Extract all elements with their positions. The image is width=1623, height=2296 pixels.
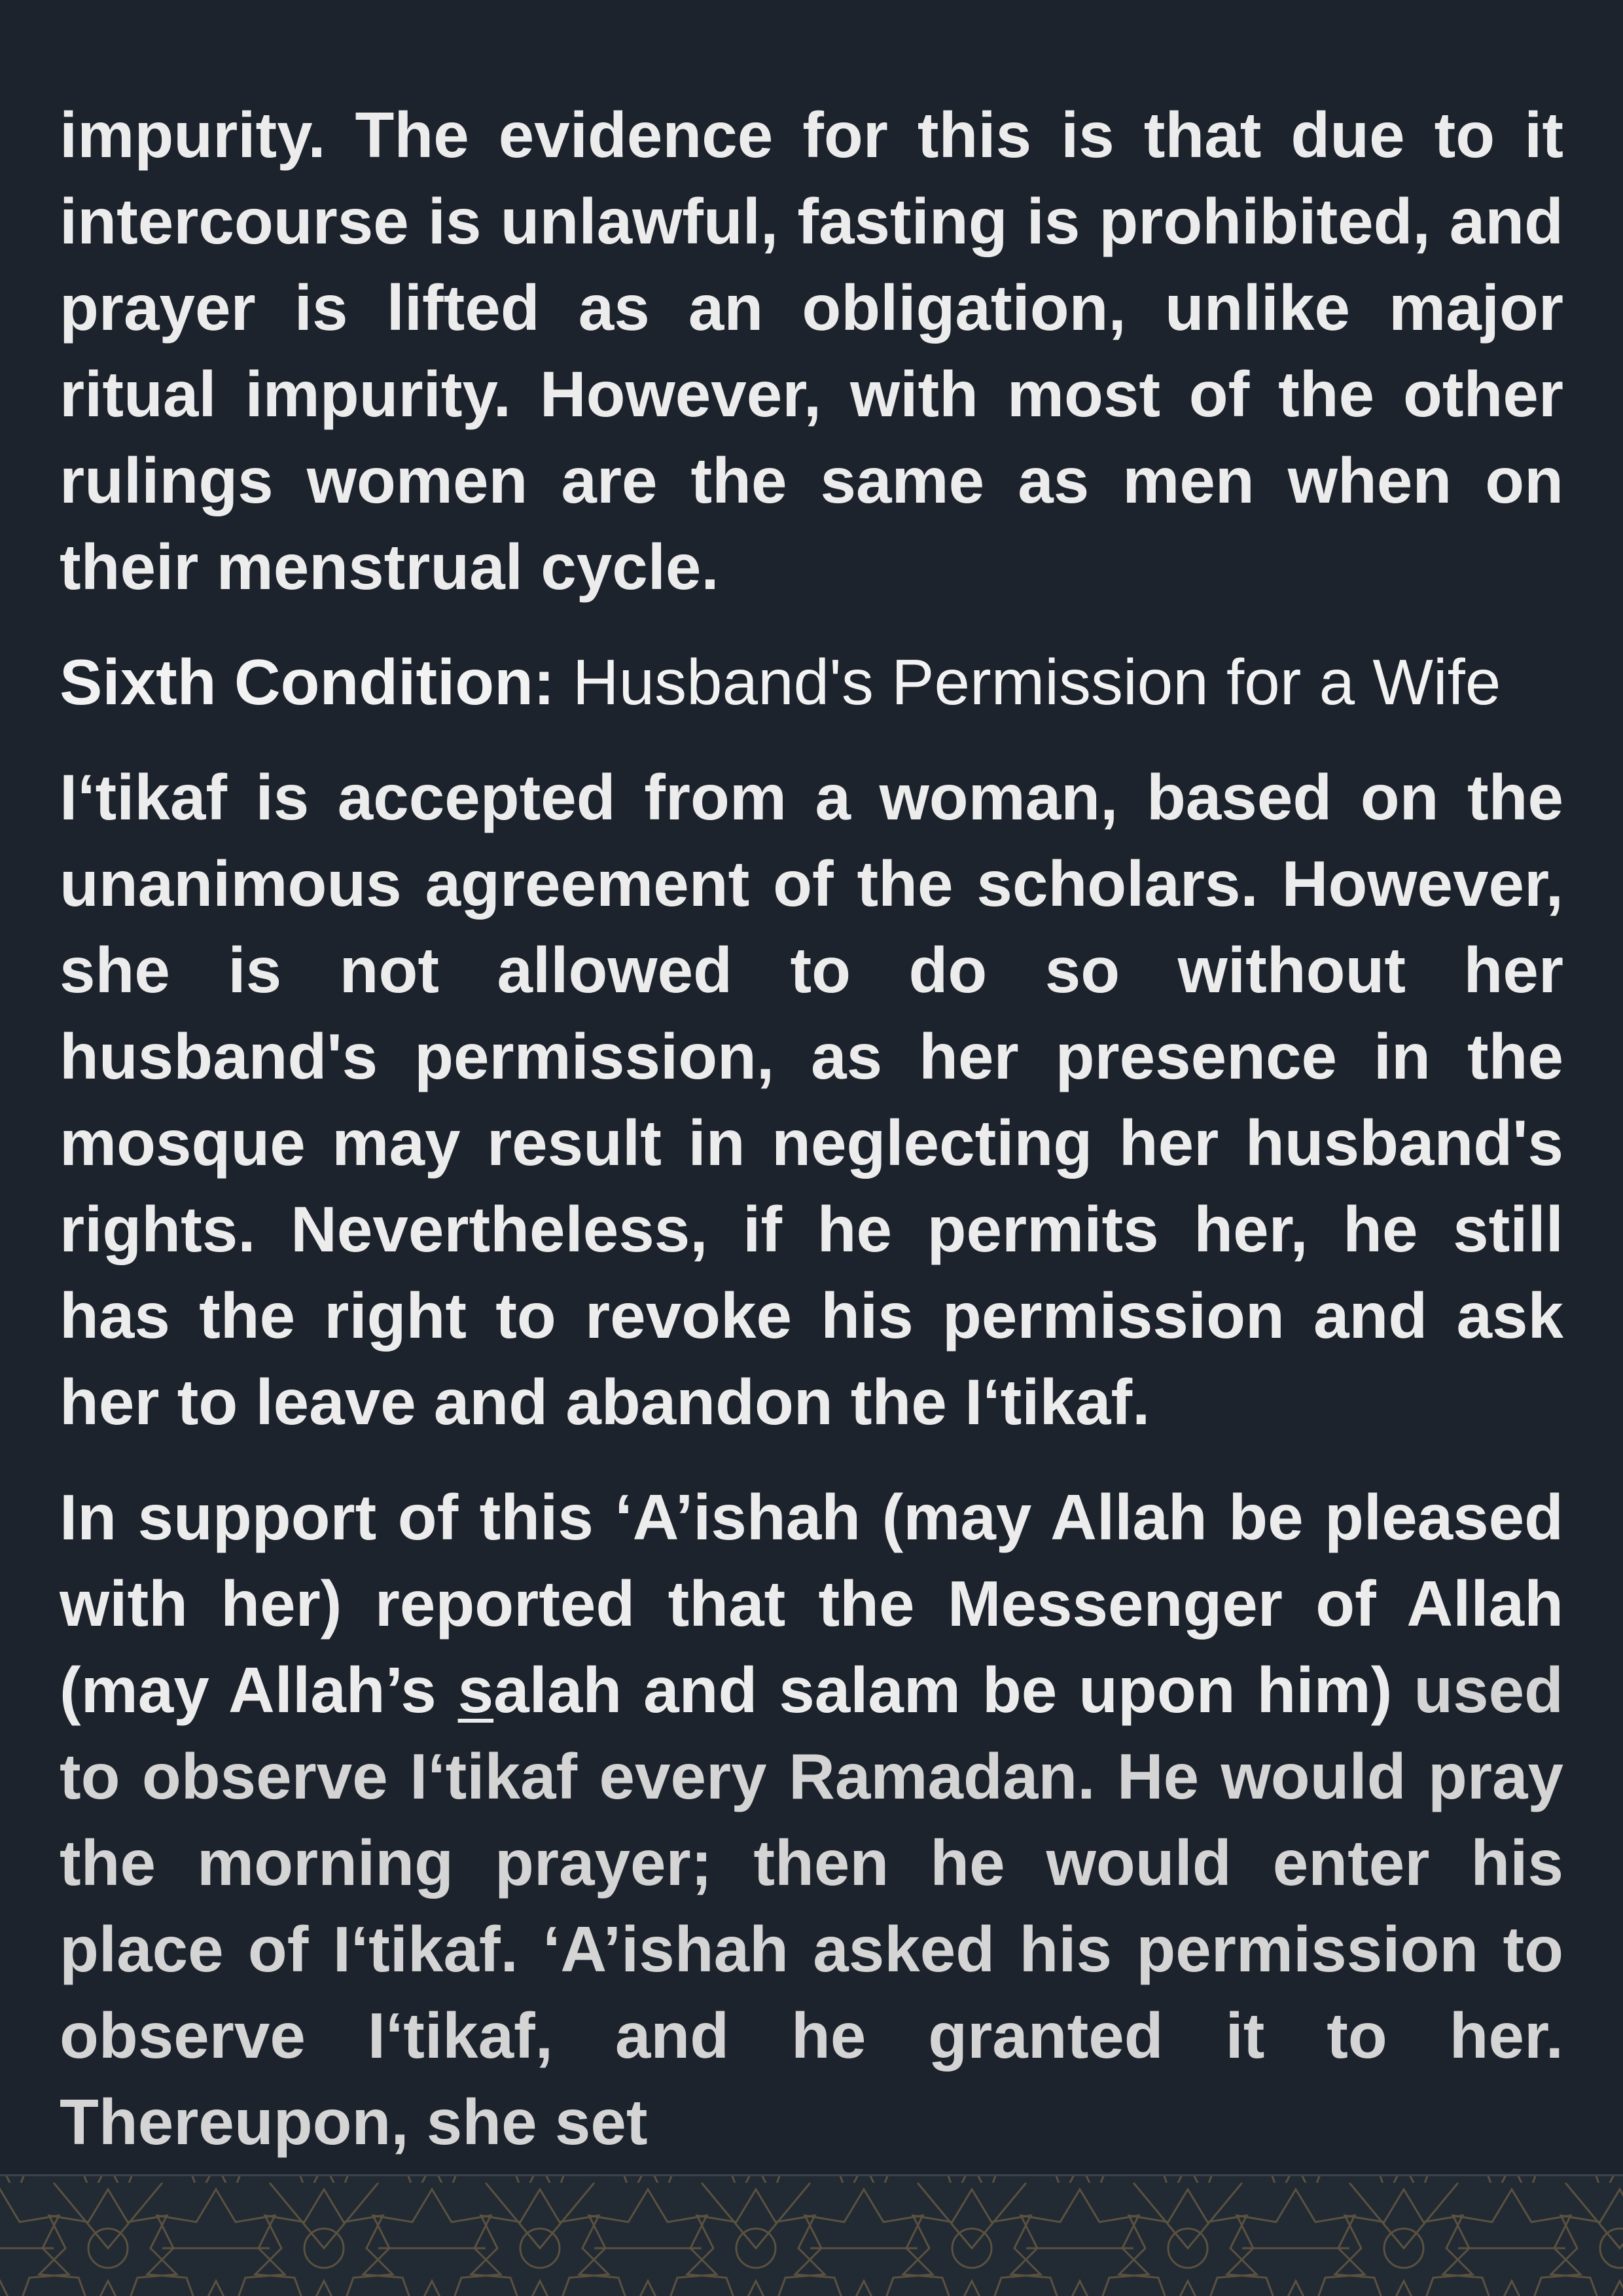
heading-rest: Husband's Permission for a Wife (554, 646, 1501, 718)
aishah-text-c: used to observe I‘tikaf every Ramadan. He would pray the morning prayer; then he would enter his place of I‘tikaf. ‘A’ishah asked his permission to observe I‘tikaf, and he granted it to her. Thereupon, she set (60, 1654, 1563, 2158)
aishah-text-a: In support of this ‘A’ishah (may Allah be pleased with her) reported that the Messenger of Allah (may Allah’s (60, 1481, 1563, 1726)
aishah-text-b: alah and salam be upon him) (493, 1654, 1393, 1726)
geometric-star-pattern-icon (0, 2176, 1623, 2296)
paragraph-aishah (60, 1474, 1563, 2165)
footer-ornament-band (0, 2174, 1623, 2296)
document-body (60, 92, 1563, 2194)
section-heading (60, 639, 1563, 725)
paragraph-impurity: impurity. The evidence for this is that due to it intercourse is unlawful, fasting is prohibited, and prayer is lifted as an obligation, unlike major ritual impurity. However, with most of the other rulings women are the same as men when on their menstrual cycle. (60, 99, 1563, 603)
heading-lead: Sixth Condition: (60, 646, 555, 718)
underlined-letter: s (457, 1654, 494, 1726)
paragraph-permission: I‘tikaf is accepted from a woman, based on the unanimous agreement of the scholars. However, she is not allowed to do so without her husband's permission, as her presence in the mosque may result in neglecting her husband's rights. Nevertheless, if he permits her, he still has the right to revoke his permission and ask her to leave and abandon the I‘tikaf. (60, 761, 1563, 1438)
